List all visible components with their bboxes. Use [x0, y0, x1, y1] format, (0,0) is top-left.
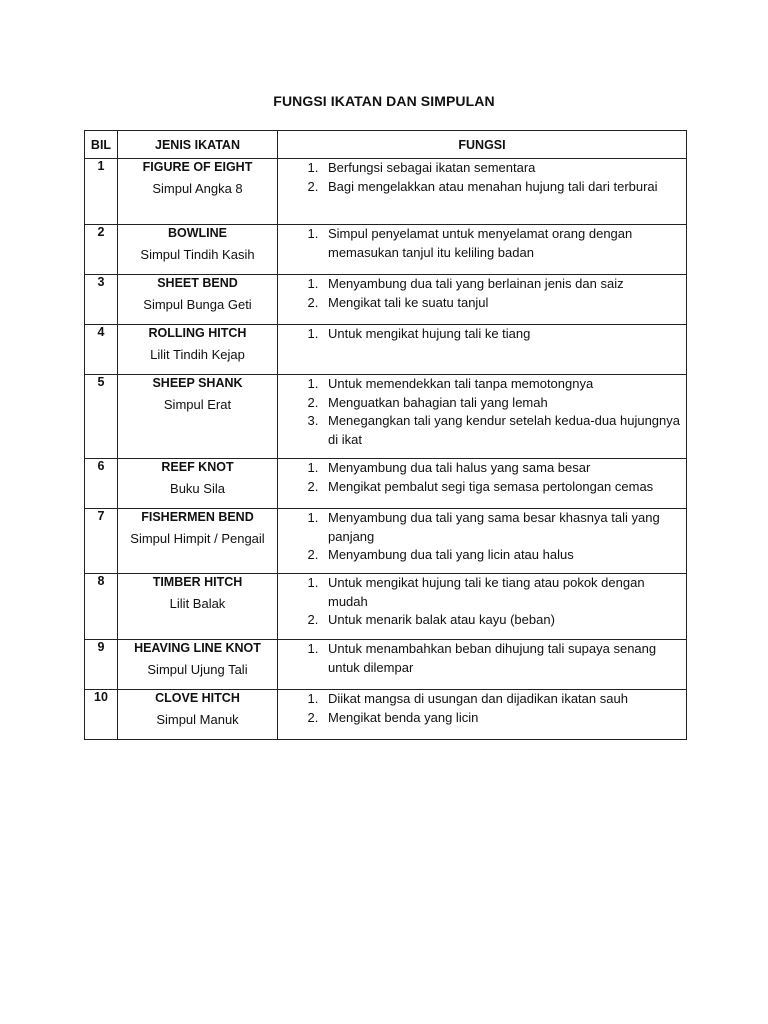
- function-cell: [278, 325, 687, 375]
- function-cell: [278, 375, 687, 459]
- function-cell: [278, 509, 687, 574]
- row-number: 4: [85, 325, 118, 375]
- row-number: 9: [85, 640, 118, 690]
- function-list: [278, 509, 686, 565]
- knot-name: CLOVE HITCH: [155, 691, 240, 705]
- function-cell: [278, 459, 687, 509]
- row-number: 6: [85, 459, 118, 509]
- function-item: 1. Berfungsi sebagai ikatan sementara: [322, 159, 680, 178]
- row-number: 3: [85, 275, 118, 325]
- function-item: 3. Menegangkan tali yang kendur setelah kedua-dua hujungnya di ikat: [322, 412, 680, 449]
- knot-type-cell: [118, 574, 278, 640]
- knots-table: [84, 130, 687, 740]
- table-row: [85, 459, 687, 509]
- function-list: [278, 574, 686, 630]
- page-title: FUNGSI IKATAN DAN SIMPULAN: [273, 93, 495, 109]
- function-cell: [278, 275, 687, 325]
- function-list: [278, 690, 686, 727]
- knot-type-cell: [118, 159, 278, 225]
- function-list: [278, 640, 686, 677]
- table-row: [85, 574, 687, 640]
- function-item: 1. Menyambung dua tali yang sama besar khasnya tali yang panjang: [322, 509, 680, 546]
- function-cell: [278, 159, 687, 225]
- table-row: [85, 159, 687, 225]
- row-number: 10: [85, 690, 118, 740]
- knot-malay-name: Simpul Ujung Tali: [147, 662, 248, 677]
- knot-malay-name: Simpul Manuk: [156, 712, 239, 727]
- header-bil: BIL: [85, 131, 118, 159]
- row-number: 2: [85, 225, 118, 275]
- knot-malay-name: Lilit Balak: [169, 596, 226, 611]
- function-list: [278, 275, 686, 312]
- function-item: 2. Menyambung dua tali yang licin atau halus: [322, 546, 680, 565]
- row-number: 7: [85, 509, 118, 574]
- knot-malay-name: Buku Sila: [170, 481, 225, 496]
- table-row: [85, 325, 687, 375]
- knot-type-cell: [118, 690, 278, 740]
- function-cell: [278, 690, 687, 740]
- knot-name: BOWLINE: [167, 226, 228, 240]
- function-item: 1. Menyambung dua tali halus yang sama besar: [322, 459, 680, 478]
- function-item: 1. Simpul penyelamat untuk menyelamat orang dengan memasukan tanjul itu keliling badan: [322, 225, 680, 262]
- function-item: 2. Mengikat pembalut segi tiga semasa pertolongan cemas: [322, 478, 680, 497]
- knot-type-cell: [118, 275, 278, 325]
- function-item: 1. Untuk mengikat hujung tali ke tiang: [322, 325, 680, 344]
- header-fungsi: FUNGSI: [278, 131, 687, 159]
- knot-type-cell: [118, 509, 278, 574]
- function-item: 1. Untuk memendekkan tali tanpa memotongnya: [322, 375, 680, 394]
- knot-malay-name: Simpul Tindih Kasih: [140, 247, 255, 262]
- header-jenis-ikatan: JENIS IKATAN: [118, 131, 278, 159]
- knot-malay-name: Simpul Bunga Geti: [143, 297, 252, 312]
- function-list: [278, 375, 686, 449]
- function-cell: [278, 574, 687, 640]
- knot-name: HEAVING LINE KNOT: [134, 641, 261, 655]
- function-list: [278, 159, 686, 196]
- knot-type-cell: [118, 325, 278, 375]
- function-item: 2. Mengikat tali ke suatu tanjul: [322, 294, 680, 313]
- function-list: [278, 225, 686, 262]
- knot-malay-name: Simpul Erat: [163, 397, 232, 412]
- table-row: [85, 690, 687, 740]
- knot-malay-name: Lilit Tindih Kejap: [150, 347, 245, 362]
- knot-name: TIMBER HITCH: [152, 575, 243, 589]
- knot-name: SHEEP SHANK: [152, 376, 243, 390]
- function-cell: [278, 640, 687, 690]
- row-number: 1: [85, 159, 118, 225]
- table-row: [85, 275, 687, 325]
- knot-malay-name: Simpul Angka 8: [152, 181, 243, 196]
- function-cell: [278, 225, 687, 275]
- knot-name: FIGURE OF EIGHT: [142, 160, 253, 174]
- row-number: 8: [85, 574, 118, 640]
- table-body: [85, 159, 687, 740]
- knot-type-cell: [118, 375, 278, 459]
- function-list: [278, 459, 686, 496]
- knot-name: FISHERMEN BEND: [141, 510, 254, 524]
- function-list: [278, 325, 686, 344]
- function-item: 1. Menyambung dua tali yang berlainan jenis dan saiz: [322, 275, 680, 294]
- function-item: 2. Untuk menarik balak atau kayu (beban): [322, 611, 680, 630]
- knot-name: ROLLING HITCH: [148, 326, 247, 340]
- knot-type-cell: [118, 640, 278, 690]
- row-number: 5: [85, 375, 118, 459]
- table-header-row: [85, 131, 687, 159]
- knot-name: SHEET BEND: [157, 276, 238, 290]
- function-item: 1. Untuk menambahkan beban dihujung tali supaya senang untuk dilempar: [322, 640, 680, 677]
- knot-type-cell: [118, 225, 278, 275]
- table-row: [85, 375, 687, 459]
- function-item: 2. Menguatkan bahagian tali yang lemah: [322, 394, 680, 413]
- table-row: [85, 509, 687, 574]
- knot-malay-name: Simpul Himpit / Pengail: [130, 531, 265, 546]
- function-item: 2. Bagi mengelakkan atau menahan hujung tali dari terburai: [322, 178, 680, 197]
- function-item: 2. Mengikat benda yang licin: [322, 709, 680, 728]
- table-row: [85, 640, 687, 690]
- table-row: [85, 225, 687, 275]
- knot-type-cell: [118, 459, 278, 509]
- function-item: 1. Untuk mengikat hujung tali ke tiang atau pokok dengan mudah: [322, 574, 680, 611]
- knot-name: REEF KNOT: [161, 460, 234, 474]
- function-item: 1. Diikat mangsa di usungan dan dijadikan ikatan sauh: [322, 690, 680, 709]
